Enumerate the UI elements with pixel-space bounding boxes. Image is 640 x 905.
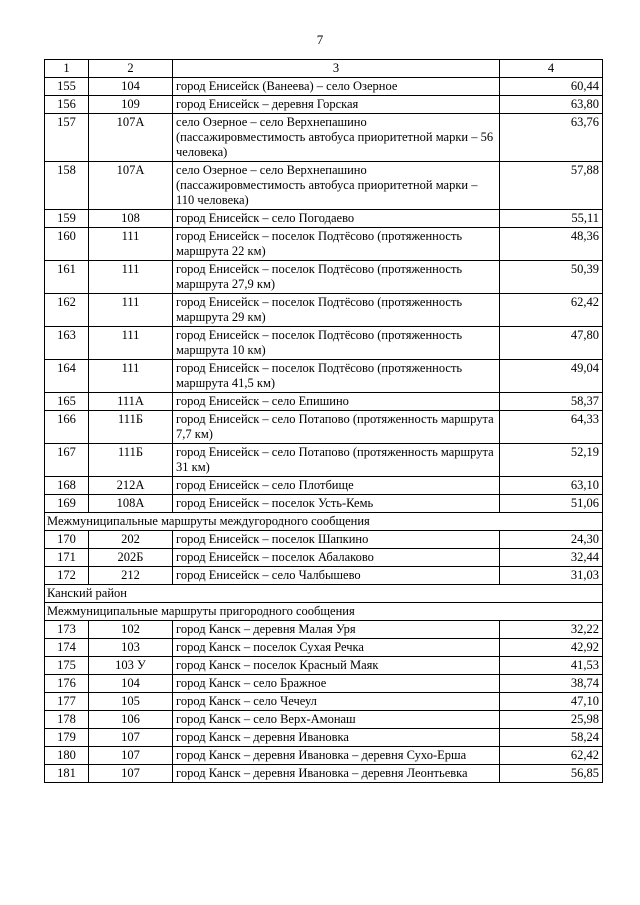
route-number: 111Б (89, 444, 173, 477)
route-number: 103 (89, 639, 173, 657)
route-name: город Канск – поселок Сухая Речка (173, 639, 500, 657)
route-value: 47,80 (500, 327, 603, 360)
route-value: 32,22 (500, 621, 603, 639)
route-name: город Енисейск – село Епишино (173, 393, 500, 411)
table-row (45, 162, 603, 210)
route-name: город Енисейск – поселок Подтёсово (протяженность маршрута 41,5 км) (173, 360, 500, 393)
header-col-3: 3 (173, 60, 500, 78)
route-number: 107 (89, 747, 173, 765)
route-value: 62,42 (500, 294, 603, 327)
route-value: 32,44 (500, 549, 603, 567)
route-number: 107А (89, 162, 173, 210)
table-row (45, 675, 603, 693)
table-row (45, 531, 603, 549)
route-number: 111 (89, 261, 173, 294)
route-name: город Енисейск – поселок Подтёсово (протяженность маршрута 22 км) (173, 228, 500, 261)
route-number: 212А (89, 477, 173, 495)
table-row (45, 78, 603, 96)
route-name: село Озерное – село Верхнепашино (пассажировместимость автобуса приоритетной марки – 56 человека) (173, 114, 500, 162)
route-name: город Енисейск – поселок Подтёсово (протяженность маршрута 27,9 км) (173, 261, 500, 294)
route-value: 49,04 (500, 360, 603, 393)
route-name: город Енисейск – поселок Шапкино (173, 531, 500, 549)
row-number: 179 (45, 729, 89, 747)
route-name: город Енисейск – село Погодаево (173, 210, 500, 228)
row-number: 165 (45, 393, 89, 411)
route-value: 57,88 (500, 162, 603, 210)
table-row (45, 711, 603, 729)
table-row (45, 639, 603, 657)
routes-table (44, 59, 603, 783)
route-value: 55,11 (500, 210, 603, 228)
route-number: 202Б (89, 549, 173, 567)
row-number: 175 (45, 657, 89, 675)
table-row (45, 765, 603, 783)
table-row (45, 621, 603, 639)
route-value: 63,76 (500, 114, 603, 162)
route-name: село Озерное – село Верхнепашино (пассажировместимость автобуса приоритетной марки – 110 человека) (173, 162, 500, 210)
route-number: 111 (89, 294, 173, 327)
header-col-4: 4 (500, 60, 603, 78)
row-number: 176 (45, 675, 89, 693)
route-number: 111А (89, 393, 173, 411)
route-number: 108А (89, 495, 173, 513)
table-row (45, 729, 603, 747)
row-number: 161 (45, 261, 89, 294)
route-value: 51,06 (500, 495, 603, 513)
route-number: 202 (89, 531, 173, 549)
row-number: 166 (45, 411, 89, 444)
route-number: 111 (89, 228, 173, 261)
route-name: город Енисейск (Ванеева) – село Озерное (173, 78, 500, 96)
route-name: город Канск – поселок Красный Маяк (173, 657, 500, 675)
table-row (45, 693, 603, 711)
section-heading: Межмуниципальные маршруты пригородного сообщения (45, 603, 603, 621)
row-number: 158 (45, 162, 89, 210)
route-name: город Канск – деревня Малая Уря (173, 621, 500, 639)
row-number: 170 (45, 531, 89, 549)
route-number: 105 (89, 693, 173, 711)
routes-table-body (45, 60, 603, 783)
route-value: 64,33 (500, 411, 603, 444)
route-number: 108 (89, 210, 173, 228)
route-name: город Канск – село Верх-Амонаш (173, 711, 500, 729)
route-name: город Канск – деревня Ивановка – деревня Леонтьевка (173, 765, 500, 783)
row-number: 164 (45, 360, 89, 393)
row-number: 177 (45, 693, 89, 711)
route-number: 111 (89, 360, 173, 393)
route-name: город Енисейск – село Плотбище (173, 477, 500, 495)
route-value: 42,92 (500, 639, 603, 657)
table-row (45, 294, 603, 327)
route-name: город Енисейск – поселок Подтёсово (протяженность маршрута 10 км) (173, 327, 500, 360)
route-number: 111Б (89, 411, 173, 444)
route-number: 107А (89, 114, 173, 162)
route-value: 50,39 (500, 261, 603, 294)
route-value: 47,10 (500, 693, 603, 711)
route-value: 48,36 (500, 228, 603, 261)
route-name: город Енисейск – село Потапово (протяженность маршрута 31 км) (173, 444, 500, 477)
row-number: 168 (45, 477, 89, 495)
route-value: 56,85 (500, 765, 603, 783)
route-number: 212 (89, 567, 173, 585)
table-row (45, 477, 603, 495)
route-value: 63,10 (500, 477, 603, 495)
route-value: 31,03 (500, 567, 603, 585)
route-name: город Канск – деревня Ивановка – деревня Сухо-Ерша (173, 747, 500, 765)
table-row (45, 495, 603, 513)
section-heading: Межмуниципальные маршруты междугородного сообщения (45, 513, 603, 531)
row-number: 167 (45, 444, 89, 477)
row-number: 174 (45, 639, 89, 657)
section-heading-row (45, 513, 603, 531)
route-number: 104 (89, 675, 173, 693)
row-number: 171 (45, 549, 89, 567)
route-value: 41,53 (500, 657, 603, 675)
route-name: город Енисейск – поселок Усть-Кемь (173, 495, 500, 513)
row-number: 172 (45, 567, 89, 585)
table-row (45, 549, 603, 567)
route-name: город Енисейск – поселок Подтёсово (протяженность маршрута 29 км) (173, 294, 500, 327)
table-row (45, 261, 603, 294)
route-number: 109 (89, 96, 173, 114)
table-row (45, 747, 603, 765)
page-number: 7 (316, 32, 324, 47)
route-value: 62,42 (500, 747, 603, 765)
row-number: 156 (45, 96, 89, 114)
table-header-row (45, 60, 603, 78)
row-number: 159 (45, 210, 89, 228)
row-number: 163 (45, 327, 89, 360)
section-heading-row (45, 603, 603, 621)
route-number: 106 (89, 711, 173, 729)
row-number: 180 (45, 747, 89, 765)
route-value: 60,44 (500, 78, 603, 96)
route-number: 102 (89, 621, 173, 639)
table-row (45, 210, 603, 228)
row-number: 160 (45, 228, 89, 261)
route-value: 58,37 (500, 393, 603, 411)
route-name: город Енисейск – поселок Абалаково (173, 549, 500, 567)
route-name: город Енисейск – село Чалбышево (173, 567, 500, 585)
route-name: город Канск – село Бражное (173, 675, 500, 693)
section-heading-row (45, 585, 603, 603)
route-name: город Енисейск – деревня Горская (173, 96, 500, 114)
row-number: 157 (45, 114, 89, 162)
table-row (45, 360, 603, 393)
table-row (45, 96, 603, 114)
route-number: 107 (89, 765, 173, 783)
route-value: 38,74 (500, 675, 603, 693)
table-row (45, 114, 603, 162)
route-value: 24,30 (500, 531, 603, 549)
row-number: 155 (45, 78, 89, 96)
row-number: 181 (45, 765, 89, 783)
header-col-1: 1 (45, 60, 89, 78)
route-value: 25,98 (500, 711, 603, 729)
route-number: 104 (89, 78, 173, 96)
row-number: 169 (45, 495, 89, 513)
route-number: 103 У (89, 657, 173, 675)
table-row (45, 567, 603, 585)
table-row (45, 444, 603, 477)
route-name: город Канск – деревня Ивановка (173, 729, 500, 747)
table-row (45, 411, 603, 444)
section-heading: Канский район (45, 585, 603, 603)
route-number: 111 (89, 327, 173, 360)
route-value: 63,80 (500, 96, 603, 114)
table-row (45, 393, 603, 411)
route-name: город Енисейск – село Потапово (протяженность маршрута 7,7 км) (173, 411, 500, 444)
row-number: 178 (45, 711, 89, 729)
route-value: 58,24 (500, 729, 603, 747)
route-value: 52,19 (500, 444, 603, 477)
row-number: 173 (45, 621, 89, 639)
header-col-2: 2 (89, 60, 173, 78)
row-number: 162 (45, 294, 89, 327)
table-row (45, 228, 603, 261)
route-name: город Канск – село Чечеул (173, 693, 500, 711)
table-row (45, 327, 603, 360)
table-row (45, 657, 603, 675)
route-number: 107 (89, 729, 173, 747)
